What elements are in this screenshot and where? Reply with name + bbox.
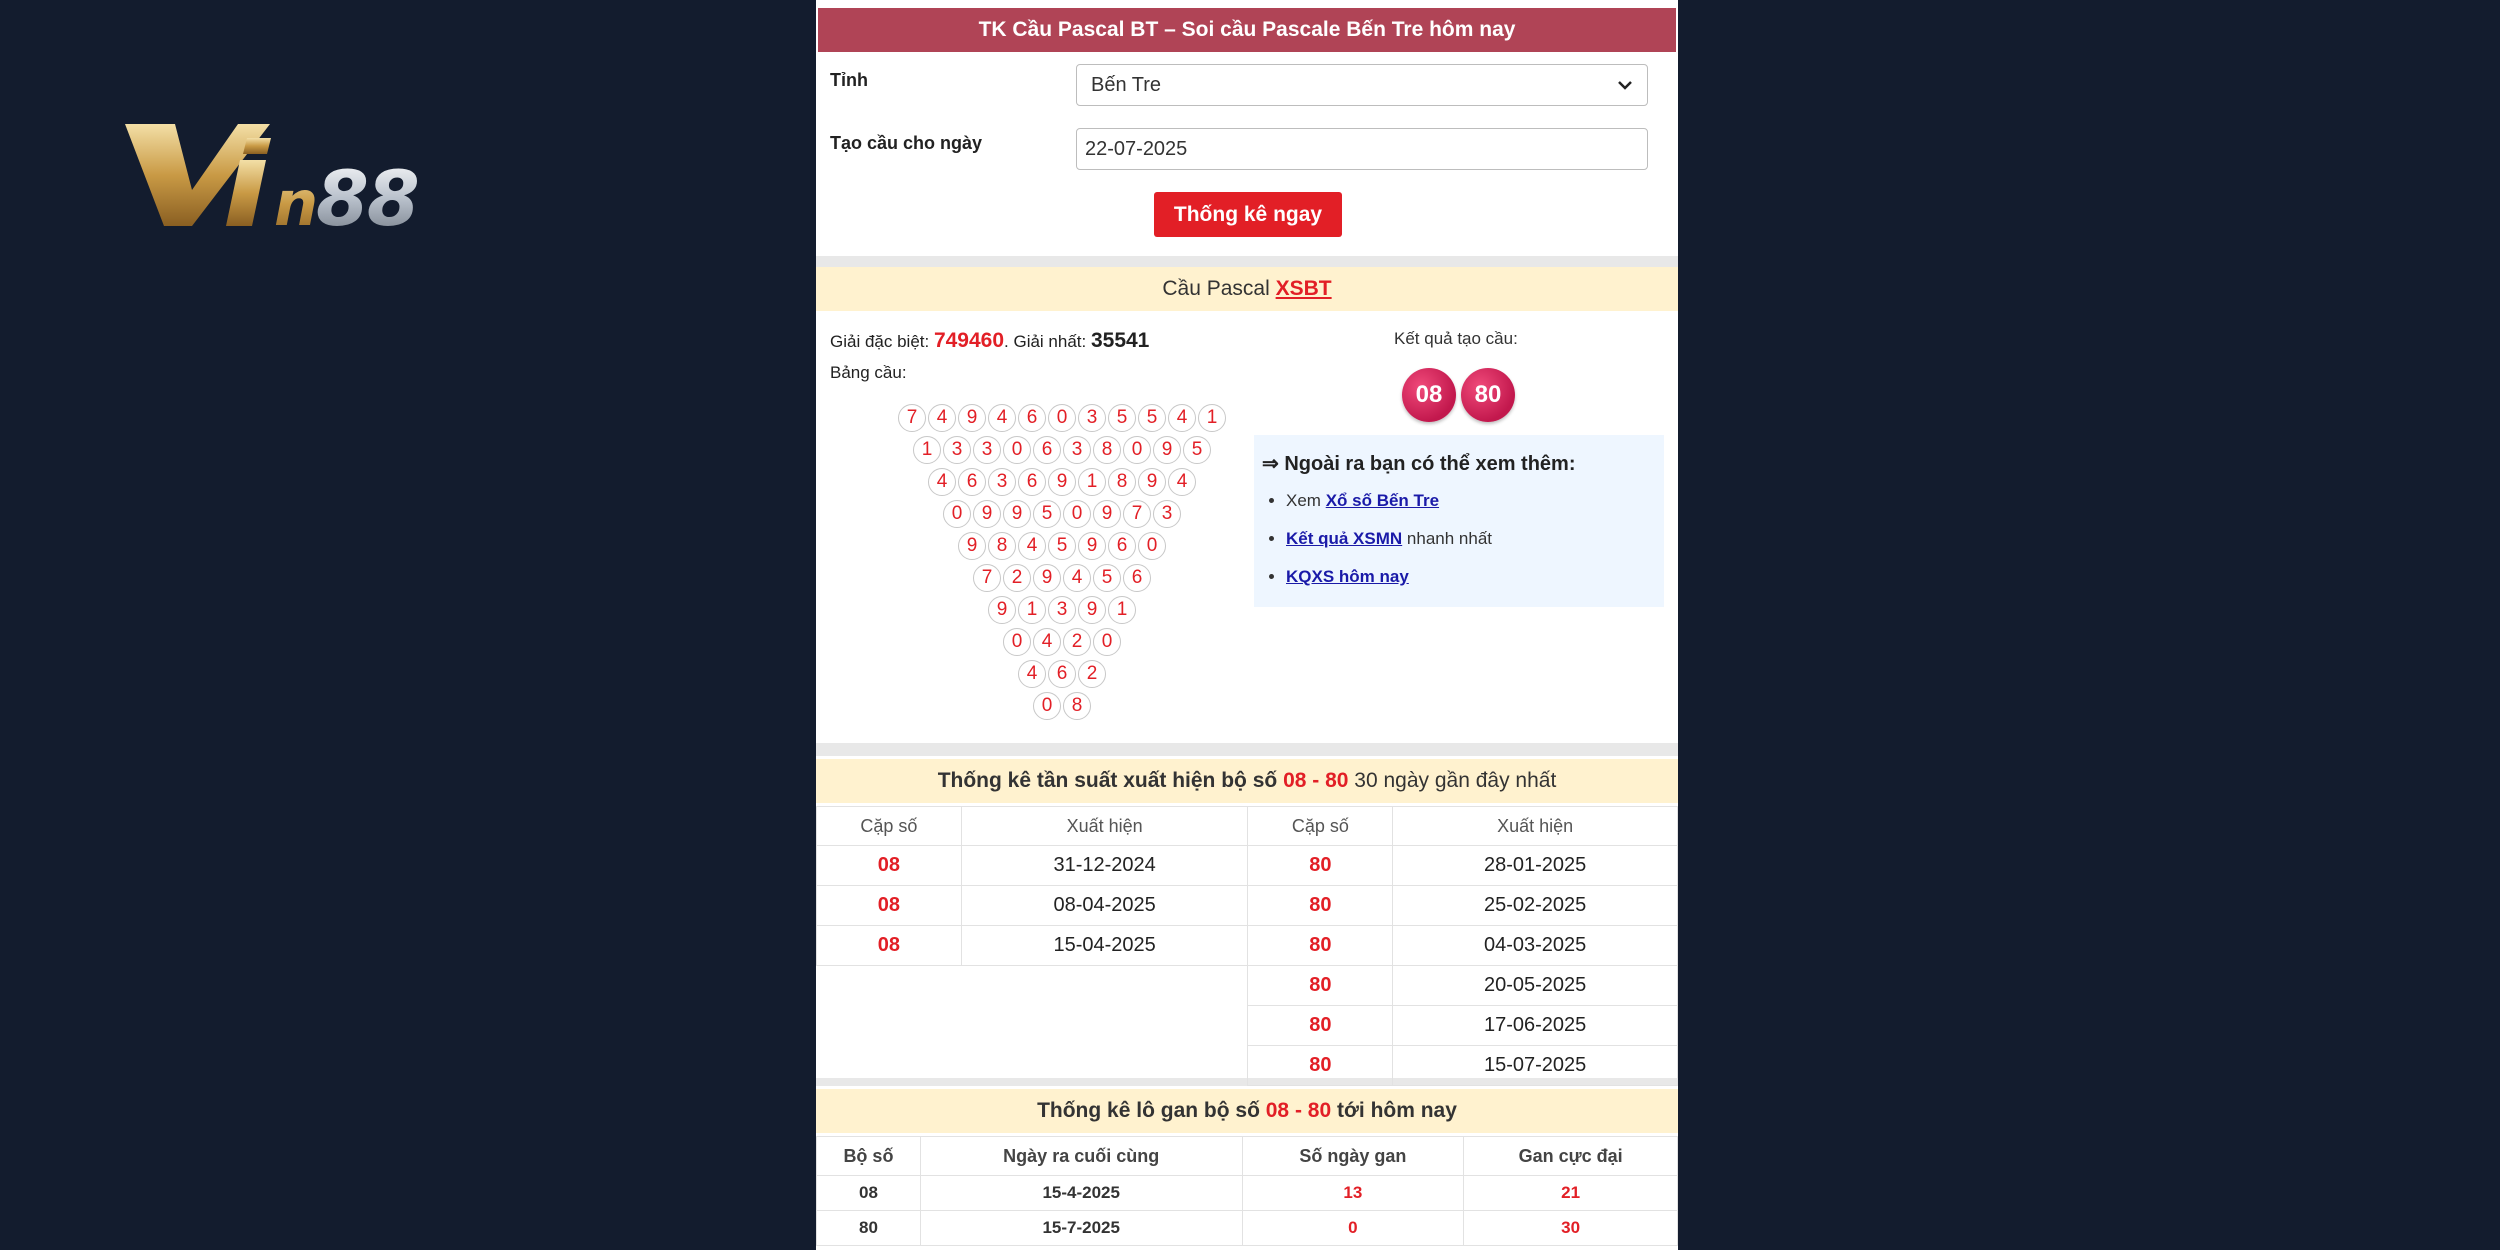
table-row: [817, 1006, 1678, 1046]
result-ball: 08: [1402, 368, 1456, 422]
pascal-digit-ball: 0: [1048, 404, 1076, 432]
pascal-digit-ball: 1: [1078, 468, 1106, 496]
pascal-digit-ball: 4: [1168, 404, 1196, 432]
pascal-digit-ball: 2: [1078, 660, 1106, 688]
result-label: Kết quả tạo cầu:: [1394, 329, 1518, 348]
pascal-digit-ball: 0: [1063, 500, 1091, 528]
more-link-prefix: Xem: [1286, 491, 1326, 510]
frequency-title: [816, 759, 1678, 803]
province-label: Tỉnh: [830, 70, 868, 90]
more-link-item: [1286, 564, 1664, 602]
frequency-title-pair: 08 - 80: [1283, 769, 1349, 792]
pascal-digit-ball: 6: [1108, 532, 1136, 560]
column-header: Bộ số: [817, 1137, 921, 1176]
pascal-digit-ball: 3: [1063, 436, 1091, 464]
frequency-card: [816, 756, 1678, 1078]
pascal-digit-ball: 4: [1018, 532, 1046, 560]
pascal-digit-ball: 1: [1198, 404, 1226, 432]
pascal-digit-ball: 3: [988, 468, 1016, 496]
more-link-item: [1286, 488, 1664, 526]
first-prize-label: . Giải nhất:: [1004, 332, 1091, 351]
last-date-cell: 15-7-2025: [920, 1211, 1242, 1246]
pascal-digit-ball: 9: [1138, 468, 1166, 496]
pascal-digit-ball: 6: [1123, 564, 1151, 592]
pascal-digit-ball: 4: [1168, 468, 1196, 496]
date-value: 22-07-2025: [1085, 137, 1188, 160]
pascal-digit-ball: 3: [1153, 500, 1181, 528]
prize-line: [830, 329, 1149, 353]
pascal-digit-ball: 7: [973, 564, 1001, 592]
pascal-digit-ball: 4: [1063, 564, 1091, 592]
xsbt-link[interactable]: XSBT: [1275, 277, 1332, 300]
date-cell: 15-07-2025: [1393, 1046, 1678, 1086]
pair-cell: 80: [1248, 966, 1393, 1006]
pair-cell: 80: [1248, 1006, 1393, 1046]
pascal-digit-ball: 6: [1018, 468, 1046, 496]
pascal-digit-ball: 0: [1093, 628, 1121, 656]
date-cell: 08-04-2025: [961, 886, 1248, 926]
pascal-digit-ball: 4: [928, 468, 956, 496]
pair-cell: 08: [817, 886, 962, 926]
pascal-digit-ball: 1: [1108, 596, 1136, 624]
table-row: [817, 926, 1678, 966]
first-prize-value: 35541: [1090, 329, 1150, 352]
pascal-digit-ball: 4: [988, 404, 1016, 432]
pair-cell: 08: [817, 1176, 921, 1211]
gan-max-cell: 21: [1464, 1176, 1678, 1211]
pascal-title-text: Cầu Pascal: [1162, 277, 1276, 300]
date-cell: 20-05-2025: [1393, 966, 1678, 1006]
date-cell: 04-03-2025: [1393, 926, 1678, 966]
last-date-cell: 15-4-2025: [920, 1176, 1242, 1211]
more-link-suffix: nhanh nhất: [1402, 529, 1492, 548]
gan-max-cell: 30: [1464, 1211, 1678, 1246]
pair-cell: 80: [1248, 886, 1393, 926]
province-value: Bến Tre: [1091, 73, 1162, 96]
ket-qua-xsmn-link[interactable]: Kết quả XSMN: [1286, 529, 1403, 548]
column-header: Gan cực đại: [1464, 1137, 1678, 1176]
pascal-digit-ball: 6: [1018, 404, 1046, 432]
result-ball: 80: [1461, 368, 1515, 422]
date-cell: 25-02-2025: [1393, 886, 1678, 926]
pascal-table-label: Bảng cầu:: [830, 363, 907, 382]
column-header: Xuất hiện: [1393, 807, 1678, 846]
svg-text:n: n: [274, 167, 319, 233]
pascal-digit-ball: 7: [1123, 500, 1151, 528]
frequency-title-prefix: Thống kê tần suất xuất hiện bộ số: [937, 769, 1284, 792]
table-row: [817, 1176, 1678, 1211]
pascal-digit-ball: 8: [1108, 468, 1136, 496]
gan-title-prefix: Thống kê lô gan bộ số: [1037, 1099, 1266, 1122]
pascal-digit-ball: 9: [1033, 564, 1061, 592]
gan-title: [816, 1089, 1678, 1133]
pascal-digit-ball: 2: [1063, 628, 1091, 656]
pascal-digit-ball: 9: [1003, 500, 1031, 528]
pascal-title: [816, 267, 1678, 311]
pascal-digit-ball: 9: [1078, 532, 1106, 560]
pair-cell: 80: [817, 1211, 921, 1246]
pair-cell: 80: [1248, 926, 1393, 966]
pascal-digit-ball: 5: [1093, 564, 1121, 592]
table-row: [817, 846, 1678, 886]
pascal-digit-ball: 0: [1003, 628, 1031, 656]
table-row: [817, 886, 1678, 926]
more-links-box: [1254, 435, 1664, 607]
pascal-card: [816, 267, 1678, 743]
pascal-digit-ball: 0: [1138, 532, 1166, 560]
pascal-digit-ball: 9: [1078, 596, 1106, 624]
gan-table: [816, 1136, 1678, 1246]
pascal-digit-ball: 8: [1093, 436, 1121, 464]
column-header: Xuất hiện: [961, 807, 1248, 846]
special-prize-label: Giải đặc biệt:: [830, 332, 934, 351]
date-cell: 31-12-2024: [961, 846, 1248, 886]
date-cell: 15-04-2025: [961, 926, 1248, 966]
pascal-digit-ball: 0: [943, 500, 971, 528]
special-prize-value: 749460: [933, 329, 1005, 352]
pascal-digit-ball: 4: [1033, 628, 1061, 656]
pascal-digit-ball: 8: [1063, 692, 1091, 720]
empty-cell: [817, 1006, 1248, 1046]
pascal-digit-ball: 9: [1048, 468, 1076, 496]
date-label: Tạo cầu cho ngày: [830, 133, 983, 153]
pair-cell: 80: [1248, 1046, 1393, 1086]
pascal-digit-ball: 9: [988, 596, 1016, 624]
pascal-digit-ball: 3: [973, 436, 1001, 464]
gan-card: [816, 1086, 1678, 1250]
pascal-digit-ball: 0: [1033, 692, 1061, 720]
pair-cell: 80: [1248, 846, 1393, 886]
frequency-title-suffix: 30 ngày gần đây nhất: [1348, 769, 1557, 792]
province-select[interactable]: [1076, 64, 1648, 106]
gan-title-suffix: tới hôm nay: [1331, 1099, 1457, 1122]
vin88-logo: [120, 118, 480, 233]
table-row: [817, 966, 1678, 1006]
date-cell: 28-01-2025: [1393, 846, 1678, 886]
pascal-digit-ball: 9: [958, 532, 986, 560]
pascal-digit-ball: 1: [913, 436, 941, 464]
pascal-tool-panel: [816, 0, 1678, 1250]
more-links-list: [1262, 488, 1664, 602]
pair-cell: 08: [817, 926, 962, 966]
more-title: ⇒ Ngoài ra bạn có thể xem thêm:: [1262, 453, 1576, 475]
pascal-digit-ball: 3: [1048, 596, 1076, 624]
column-header: Số ngày gan: [1242, 1137, 1464, 1176]
pascal-digit-ball: 9: [958, 404, 986, 432]
column-header: Cặp số: [817, 807, 962, 846]
svg-text:88: 88: [316, 154, 418, 233]
pascal-digit-ball: 8: [988, 532, 1016, 560]
gan-days-cell: 13: [1242, 1176, 1464, 1211]
pascal-digit-ball: 6: [958, 468, 986, 496]
form-title: TK Cầu Pascal BT – Soi cầu Pascale Bến Tre hôm nay: [818, 8, 1676, 52]
pascal-digit-ball: 9: [1153, 436, 1181, 464]
pascal-digit-ball: 0: [1003, 436, 1031, 464]
form-card: [816, 0, 1678, 256]
pascal-digit-ball: 6: [1048, 660, 1076, 688]
chevron-down-icon: [1615, 75, 1635, 95]
pascal-digit-ball: 5: [1108, 404, 1136, 432]
pascal-digit-ball: 9: [1093, 500, 1121, 528]
column-header: Ngày ra cuối cùng: [920, 1137, 1242, 1176]
pascal-digit-ball: 9: [973, 500, 1001, 528]
empty-cell: [817, 1046, 1248, 1086]
frequency-table: [816, 806, 1678, 1086]
gan-days-cell: 0: [1242, 1211, 1464, 1246]
more-link-item: [1286, 526, 1664, 564]
column-header: Cặp số: [1248, 807, 1393, 846]
pascal-digit-ball: 3: [943, 436, 971, 464]
pascal-digit-ball: 7: [898, 404, 926, 432]
kqxs-hom-nay-link[interactable]: KQXS hôm nay: [1286, 567, 1409, 586]
table-row: [817, 1211, 1678, 1246]
pascal-digit-ball: 6: [1033, 436, 1061, 464]
pascal-digit-ball: 2: [1003, 564, 1031, 592]
pascal-digit-ball: 5: [1183, 436, 1211, 464]
pascal-digit-ball: 1: [1018, 596, 1046, 624]
pascal-digit-ball: 4: [928, 404, 956, 432]
table-row: [817, 1046, 1678, 1086]
pascal-digit-ball: 5: [1048, 532, 1076, 560]
pascal-digit-ball: 0: [1123, 436, 1151, 464]
submit-button[interactable]: Thống kê ngay: [1154, 192, 1342, 237]
date-cell: 17-06-2025: [1393, 1006, 1678, 1046]
pascal-digit-ball: 4: [1018, 660, 1046, 688]
pair-cell: 08: [817, 846, 962, 886]
xo-so-ben-tre-link[interactable]: Xổ số Bến Tre: [1325, 491, 1440, 510]
pascal-digit-ball: 3: [1078, 404, 1106, 432]
empty-cell: [817, 966, 1248, 1006]
gan-title-pair: 08 - 80: [1265, 1099, 1332, 1122]
pascal-digit-ball: 5: [1033, 500, 1061, 528]
date-input[interactable]: [1076, 128, 1648, 170]
pascal-digit-ball: 5: [1138, 404, 1166, 432]
